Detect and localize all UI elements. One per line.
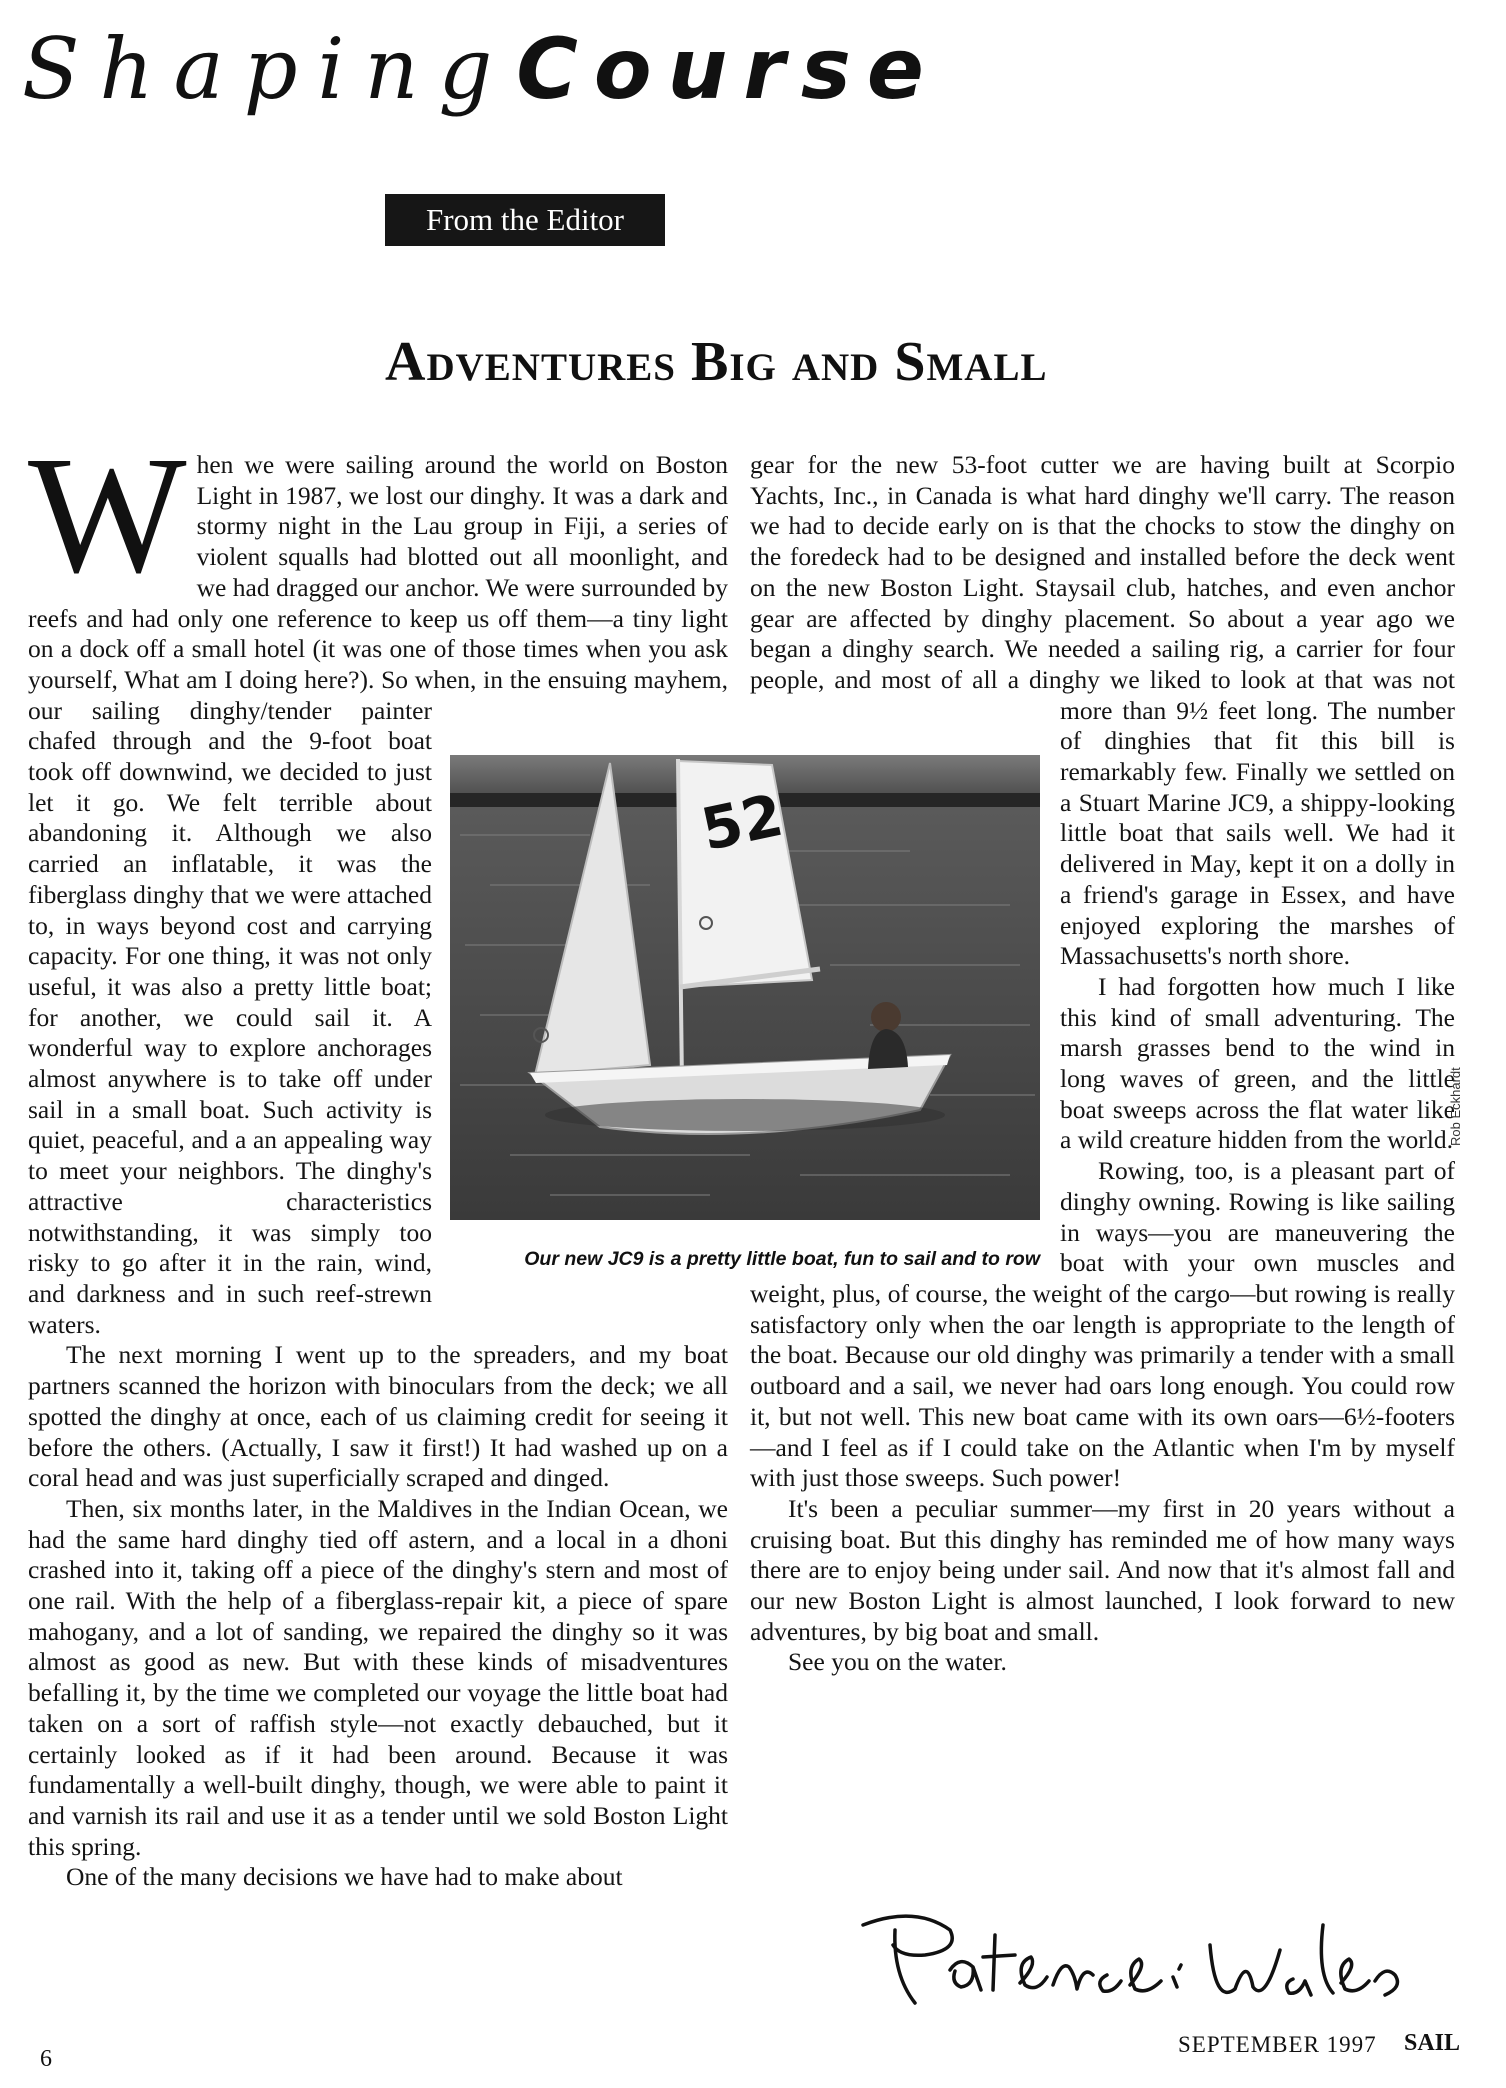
photo-caption: Our new JC9 is a pretty little boat, fun to sail and to row	[524, 1248, 1040, 1270]
article-paragraph: hen we were sailing around the world on Boston Light in 1987, we lost our dinghy. It was a dark and stormy night in the Lau group in Fiji, a series of violent squalls had blotted out all moonlight, and we had dragged our anchor. We were surrounded by reefs and had only one reference to keep us off them—a tiny light on a dock off a small hotel (it was one of those times when you ask yourself, What am I doing here?). So when, in the ensuing mayhem, our sailing dinghy/tender painter chafed through and the 9-foot boat took off downwind, we decided to just let it go. We felt terrible about abandoning it. Although we also carried an inflatable, it was the fiberglass dinghy that we were attached to, in ways beyond cost and carrying capacity. For one thing, it was not only useful, it was also a pretty little boat; for another, we could sail it. A wonderful way to explore anchorages almost anywhere is to take off under sail in a small boat. Such activity is quiet, peaceful, and a an appealing way to meet your neighbors. The dinghy's attractive characteristics notwithstanding, it was simply too risky to go after it in the rain, wind, and darkness and in such reef-strewn waters.	[28, 450, 728, 1339]
issue-date: SEPTEMBER 1997	[1178, 2032, 1377, 2057]
sailor-head	[871, 1002, 901, 1032]
page-number: 6	[40, 2046, 52, 2072]
editor-signature	[855, 1895, 1415, 2025]
article-paragraph: Then, six months later, in the Maldives in the Indian Ocean, we had the same hard dinghy tied off astern, and a local in a dhoni crashed into it, taking off a piece of the dinghy's stern and most of one rail. With the help of a fiberglass-repair kit, a piece of spare mahogany, and a lot of sanding, we repaired the dinghy so it was almost as good as new. But with these kinds of misadventures befalling it, by the time we completed our voyage the little boat had taken on a sort of raffish style—not exactly debauched, but it certainly looked as if it had been around. Because it was fundamentally a well-built dinghy, though, we were able to paint it and varnish its rail and use it as a tender until we sold Boston Light this spring.	[28, 1493, 728, 1861]
drop-cap: W	[28, 422, 187, 608]
article-paragraph: Rowing, too, is a pleasant part of dinghy owning. Rowing is like sailing in ways—you are maneuvering the boat with your own muscles and weight, plus, of course, the weight of the cargo—but rowing is really satisfactory only when the oar length is appropriate to the length of the boat. Because our old dinghy was primarily a tender with a small outboard and a sail, we never had oars long enough. You could row it, but not well. This new boat came with its own oars—6½-footers—and I feel as if I could take on the Atlantic when I'm by myself with just those sweeps. Such power!	[750, 1156, 1455, 1493]
dinghy-photo	[450, 755, 1040, 1220]
section-header	[22, 20, 940, 120]
header-course: Course	[516, 20, 940, 118]
article-paragraph: The next morning I went up to the spreaders, and my boat partners scanned the horizon with binoculars from the deck; we all spotted the dinghy at once, each of us claiming credit for seeing it before the others. (Actually, I saw it first!) It had washed up on a coral head and was just superficially scraped and dinged.	[28, 1340, 728, 1493]
section-label: From the Editor	[385, 194, 665, 246]
sail-number: 52	[695, 780, 789, 865]
article-headline: Adventures Big and Small	[385, 331, 1048, 393]
article-paragraph: See you on the water.	[788, 1647, 1007, 1677]
dinghy-photo-illustration	[450, 755, 1040, 1220]
article-paragraph: One of the many decisions we have had to make about	[66, 1862, 623, 1892]
article-paragraph: It's been a peculiar summer—my first in 20 years without a cruising boat. But this dinghy has reminded me of how many ways there are to enjoy being under sail. And now that it's almost fall and our new Boston Light is almost launched, I look forward to new adventures, by big boat and small.	[750, 1493, 1455, 1646]
article-paragraph: I had forgotten how much I like this kind of small adventuring. The marsh grasses bend to the wind in long waves of green, and the little boat sweeps across the flat water like a wild creature hidden from the world.	[1060, 971, 1455, 1155]
hull-reflection	[545, 1099, 945, 1131]
article-paragraph: gear for the new 53-foot cutter we are having built at Scorpio Yachts, Inc., in Canada is what hard dinghy we'll carry. The reason we had to decide early on is that the chocks to stow the dinghy on the foredeck had to be designed and installed before the deck went on the new Boston Light. Staysail club, hatches, and even anchor gear are affected by dinghy placement. So about a year ago we began a dinghy search. We needed a sailing rig, a carrier for four people, and most of all a dinghy we liked to look at that was not more than 9½ feet long. The number of dinghies that fit this bill is remarkably few. Finally we settled on a Stuart Marine JC9, a shippy-looking little boat that sails well. We had it delivered in May, kept it on a dolly in a friend's garage in Essex, and have enjoyed exploring the marshes of Massachusetts's north shore.	[750, 450, 1455, 971]
magazine-name: SAIL	[1404, 2030, 1461, 2056]
header-shaping: Shaping	[22, 20, 513, 118]
photo-credit: Rob Eckhardt	[1448, 1067, 1463, 1146]
